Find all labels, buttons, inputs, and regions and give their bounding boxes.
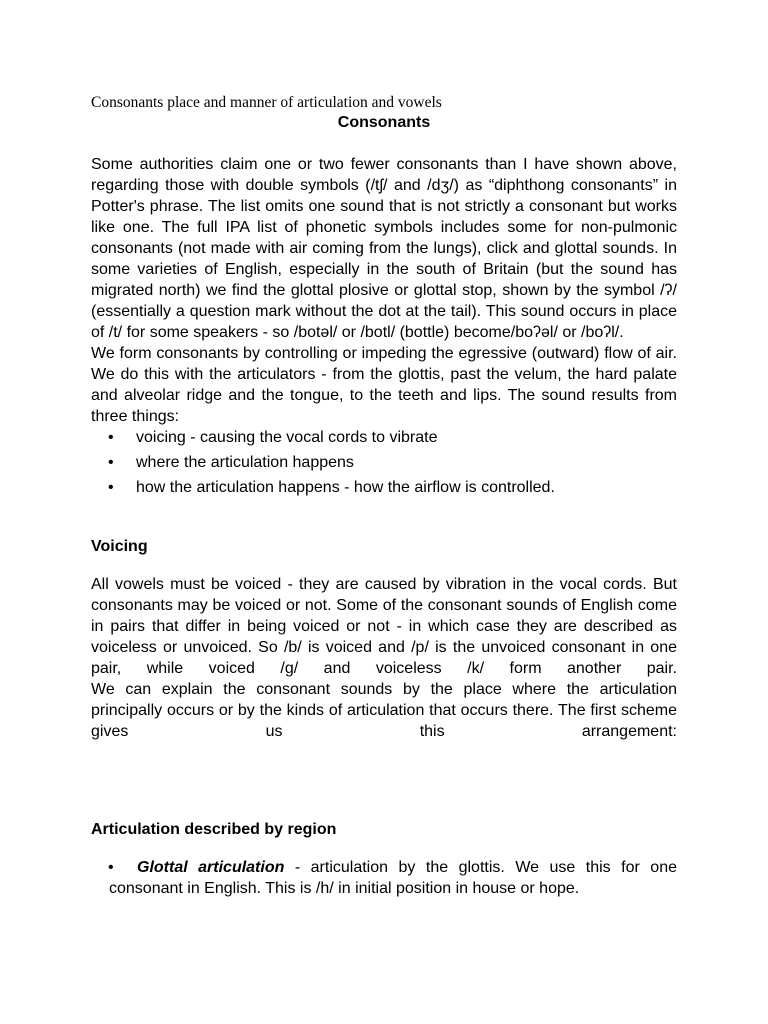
list-item-text: where the articulation happens [136,454,354,471]
glottal-bullet-block [109,857,677,899]
voicing-heading: Voicing [91,538,148,555]
bullet-icon: • [108,429,114,446]
list-item [91,477,677,498]
voicing-heading-block [91,536,677,557]
articulation-factors-list [91,427,677,498]
paragraph-forming-consonants: We form consonants by controlling or impeding the egressive (outward) flow of air. We do this with the articulators - from the glottis, past the velum, the hard palate and alveolar ridge and the tongue, to the teeth and lips. The sound results from three things: [91,345,677,425]
list-item-text: voicing - causing the vocal cords to vibrate [136,429,438,446]
paragraph-diphthong-consonants: Some authorities claim one or two fewer consonants than I have shown above, regarding those with double symbols (/tʃ/ and /dʒ/) as “diphthong consonants” in Potter's phrase. The list omits one sound that is not strictly a consonant but works like one. The full IPA list of phonetic symbols includes some for non-pulmonic consonants (not made with air coming from the lungs), click and glottal sounds. In some varieties of English, especially in the south of Britain (but the sound has migrated north) we find the glottal plosive or glottal stop, shown by the symbol /ʔ/ (essentially a question mark without the dot at the tail). This sound occurs in place of /t/ for some speakers - so /botəl/ or /botl/ (bottle) become/boʔəl/ or /boʔl/. [91,156,677,341]
list-item [91,452,677,477]
region-heading-block [91,819,677,840]
glottal-articulation-item [109,857,677,899]
paragraph-voicing: All vowels must be voiced - they are caused by vibration in the vocal cords. But consonants may be voiced or not. Some of the consonant sounds of English come in pairs that differ in being voiced or not - in which case they are described as voiceless or unvoiced. So /b/ is voiced and /p/ is the unvoiced consonant in one pair, while voiced /g/ and voiceless /k/ form another pair. [91,576,677,677]
section-heading-consonants: Consonants [337,114,431,131]
articulation-by-region-heading: Articulation described by region [91,821,337,838]
body-block-consonants [91,154,677,498]
bullet-icon: • [108,859,114,876]
glottal-articulation-text: - articulation by the glottis. We use this for one consonant in English. This is /h/ in initial position in house or hope. [109,859,677,897]
bullet-icon: • [108,479,114,496]
bullet-icon: • [108,454,114,471]
glottal-articulation-term: Glottal articulation [137,859,285,876]
body-block-voicing [91,574,677,742]
list-item-text: how the articulation happens - how the airflow is controlled. [136,479,555,496]
list-item [91,427,677,452]
document-title: Consonants place and manner of articulation and vowels [91,94,442,111]
paragraph-explain-consonants: We can explain the consonant sounds by the place where the articulation principally occurs or by the kinds of articulation that occurs there. The first scheme gives us this arrangement: [91,681,677,740]
